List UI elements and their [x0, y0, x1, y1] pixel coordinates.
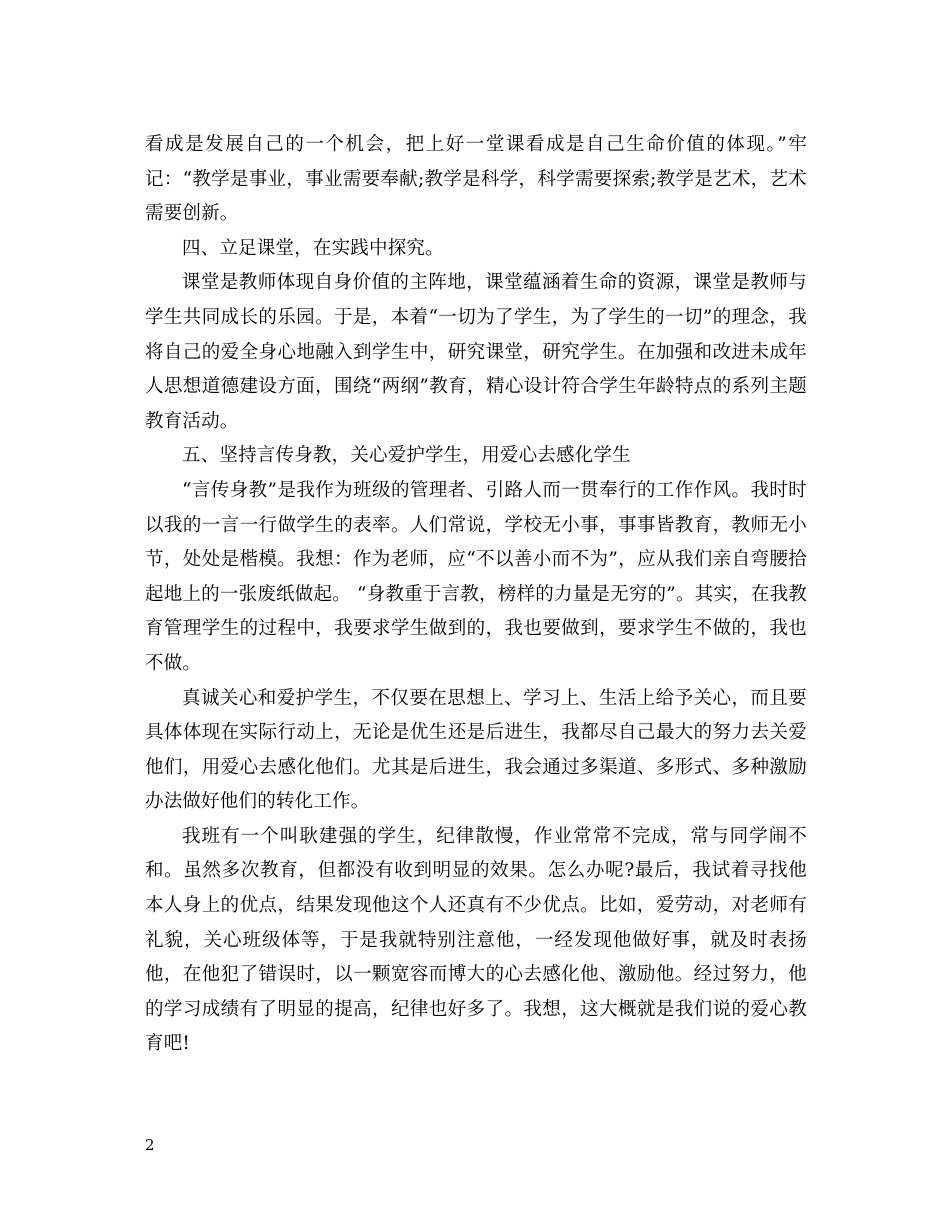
paragraph-lead-by-example: “言传身教”是我作为班级的管理者、引路人而一贯奉行的工作作风。我时时以我的一言一行做学生的表率。人们常说，学校无小事，事事皆教育，教师无小节，处处是楷模。我想：作为老师，应“不以善小而不为”，应从我们亲自弯腰拾起地上的一张废纸做起。 “身教重于言教，榜样的力量是无穷的”。其实，在我教育管理学生的过程中，我要求学生做到的，我也要做到，要求学生不做的，我也不做。	[145, 479, 807, 674]
paragraph-continuation: 看成是发展自己的一个机会，把上好一堂课看成是自己生命价值的体现。”牢记：“教学是事业，事业需要奉献;教学是科学，科学需要探索;教学是艺术，艺术需要创新。	[145, 134, 807, 225]
section-heading-four: 四、立足课堂，在实践中探究。	[182, 237, 444, 259]
paragraph-student-story: 我班有一个叫耿建强的学生，纪律散慢，作业常常不完成，常与同学闹不和。虽然多次教育，但都没有收到明显的效果。怎么办呢?最后，我试着寻找他本人身上的优点，结果发现他这个人还真有不少优点。比如，爱劳动，对老师有礼貌，关心班级体等，于是我就特别注意他，一经发现他做好事，就及时表扬他，在他犯了错误时，以一颗宽容而博大的心去感化他、激励他。经过努力，他的学习成绩有了明显的提高，纪律也好多了。我想，这大概就是我们说的爱心教育吧!	[145, 825, 807, 1055]
document-body	[145, 128, 807, 1062]
section-heading-five: 五、坚持言传身教，关心爱护学生，用爱心去感化学生	[182, 445, 631, 467]
paragraph-care-for-students: 真诚关心和爱护学生，不仅要在思想上、学习上、生活上给予关心，而且要具体体现在实际行动上，无论是优生还是后进生，我都尽自己最大的努力去关爱他们，用爱心去感化他们。尤其是后进生，我会通过多渠道、多形式、多种激励办法做好他们的转化工作。	[145, 687, 807, 813]
page-number: 2	[145, 1136, 155, 1154]
paragraph-classroom: 课堂是教师体现自身价值的主阵地，课堂蕴涵着生命的资源，课堂是教师与学生共同成长的乐园。于是，本着“一切为了学生，为了学生的一切”的理念，我将自己的爱全身心地融入到学生中，研究课堂，研究学生。在加强和改进未成年人思想道德建设方面，围绕“两纲”教育，精心设计符合学生年龄特点的系列主题教育活动。	[145, 272, 807, 432]
